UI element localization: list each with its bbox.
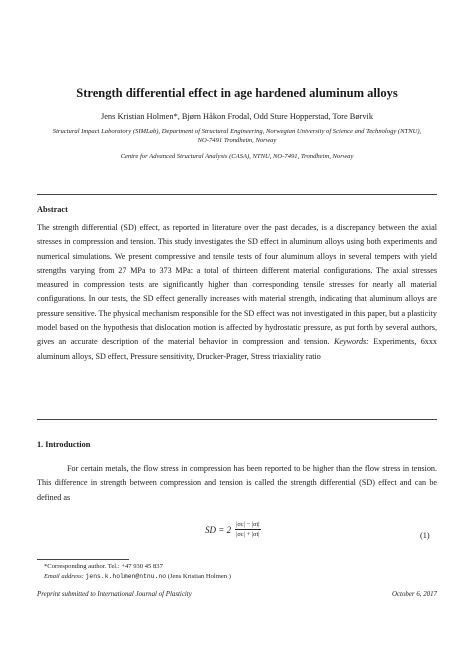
abstract-body: The strength differential (SD) effect, as reported in literature over the past decades, is a discrepancy between the axial stresses in compression and tension. This study investigates the SD effect in aluminum alloys using both experiments and numerical simulations. We present compressive and tensile tests of four aluminum alloys in several tempers with yield strengths varying from 27 MPa to 373 MPa: a total of thirteen different material configurations. The axial stresses measured in compression tests are significantly higher than corresponding tensile stresses for nearly all material configurations. In our tests, the SD effect generally increases with material strength, indicating that aluminum alloys are pressure sensitive. The physical mechanism responsible for the SD effect was not investigated in this paper, but a plasticity model based on the hypothesis that dislocation motion is affected by hydrostatic pressure, as put forth by several authors, gives an accurate description of the material behavior in compression and tension. — [37, 223, 437, 347]
author-list: Jens Kristian Holmen*, Bjørn Håkon Frodal, Odd Sture Hopperstad, Tore Børvik — [100, 112, 374, 121]
email-label: Email address: — [44, 573, 84, 580]
equation-lhs: SD = 2 — [205, 524, 232, 535]
equation-denominator: |σc| + |σt| — [236, 531, 260, 538]
abstract-top-rule — [37, 194, 437, 195]
footnote-email-line — [44, 572, 231, 582]
abstract-bottom-rule — [37, 419, 437, 420]
equation-numerator: |σc| − |σt| — [236, 521, 260, 528]
affiliation-2: Centre for Advanced Structural Analysis (CASA), NTNU, NO-7491, Trondheim, Norway — [120, 153, 354, 160]
paper-title: Strength differential effect in age hardened aluminum alloys — [76, 86, 398, 100]
keywords-label: Keywords: — [333, 337, 369, 347]
abstract-text — [37, 221, 437, 364]
equation-fraction — [235, 521, 260, 538]
footnote-corresponding: *Corresponding author. Tel.: +47 930 45 837 — [44, 563, 163, 570]
abstract-heading: Abstract — [37, 205, 68, 214]
footer-right: October 6, 2017 — [392, 591, 437, 598]
section-1-heading: 1. Introduction — [37, 440, 91, 449]
section-1-text: For certain metals, the flow stress in compression has been reported to be higher than the flow stress in tension. This difference in strength between compression and tension is called the strength differential (SD) effect and can be defined as — [37, 464, 437, 502]
keywords: Experiments, 6xxx aluminum alloys, SD effect, Pressure sensitivity, Drucker-Prager, Stress triaxiality ratio — [37, 337, 437, 361]
equation-1 — [205, 521, 261, 538]
email-suffix: (Jens Kristian Holmen ) — [167, 573, 231, 580]
footnote-rule — [37, 559, 129, 560]
equation-number: (1) — [420, 531, 430, 540]
email-address[interactable]: jens.k.holmen@ntnu.no — [85, 573, 167, 580]
affiliation-1: Structural Impact Laboratory (SIMLab), Department of Structural Engineering, Norwegian University of Science and Technology (NTNU), NO-7491 Trondheim, Norway — [52, 128, 422, 144]
footer-left: Preprint submitted to International Journal of Plasticity — [37, 591, 192, 598]
